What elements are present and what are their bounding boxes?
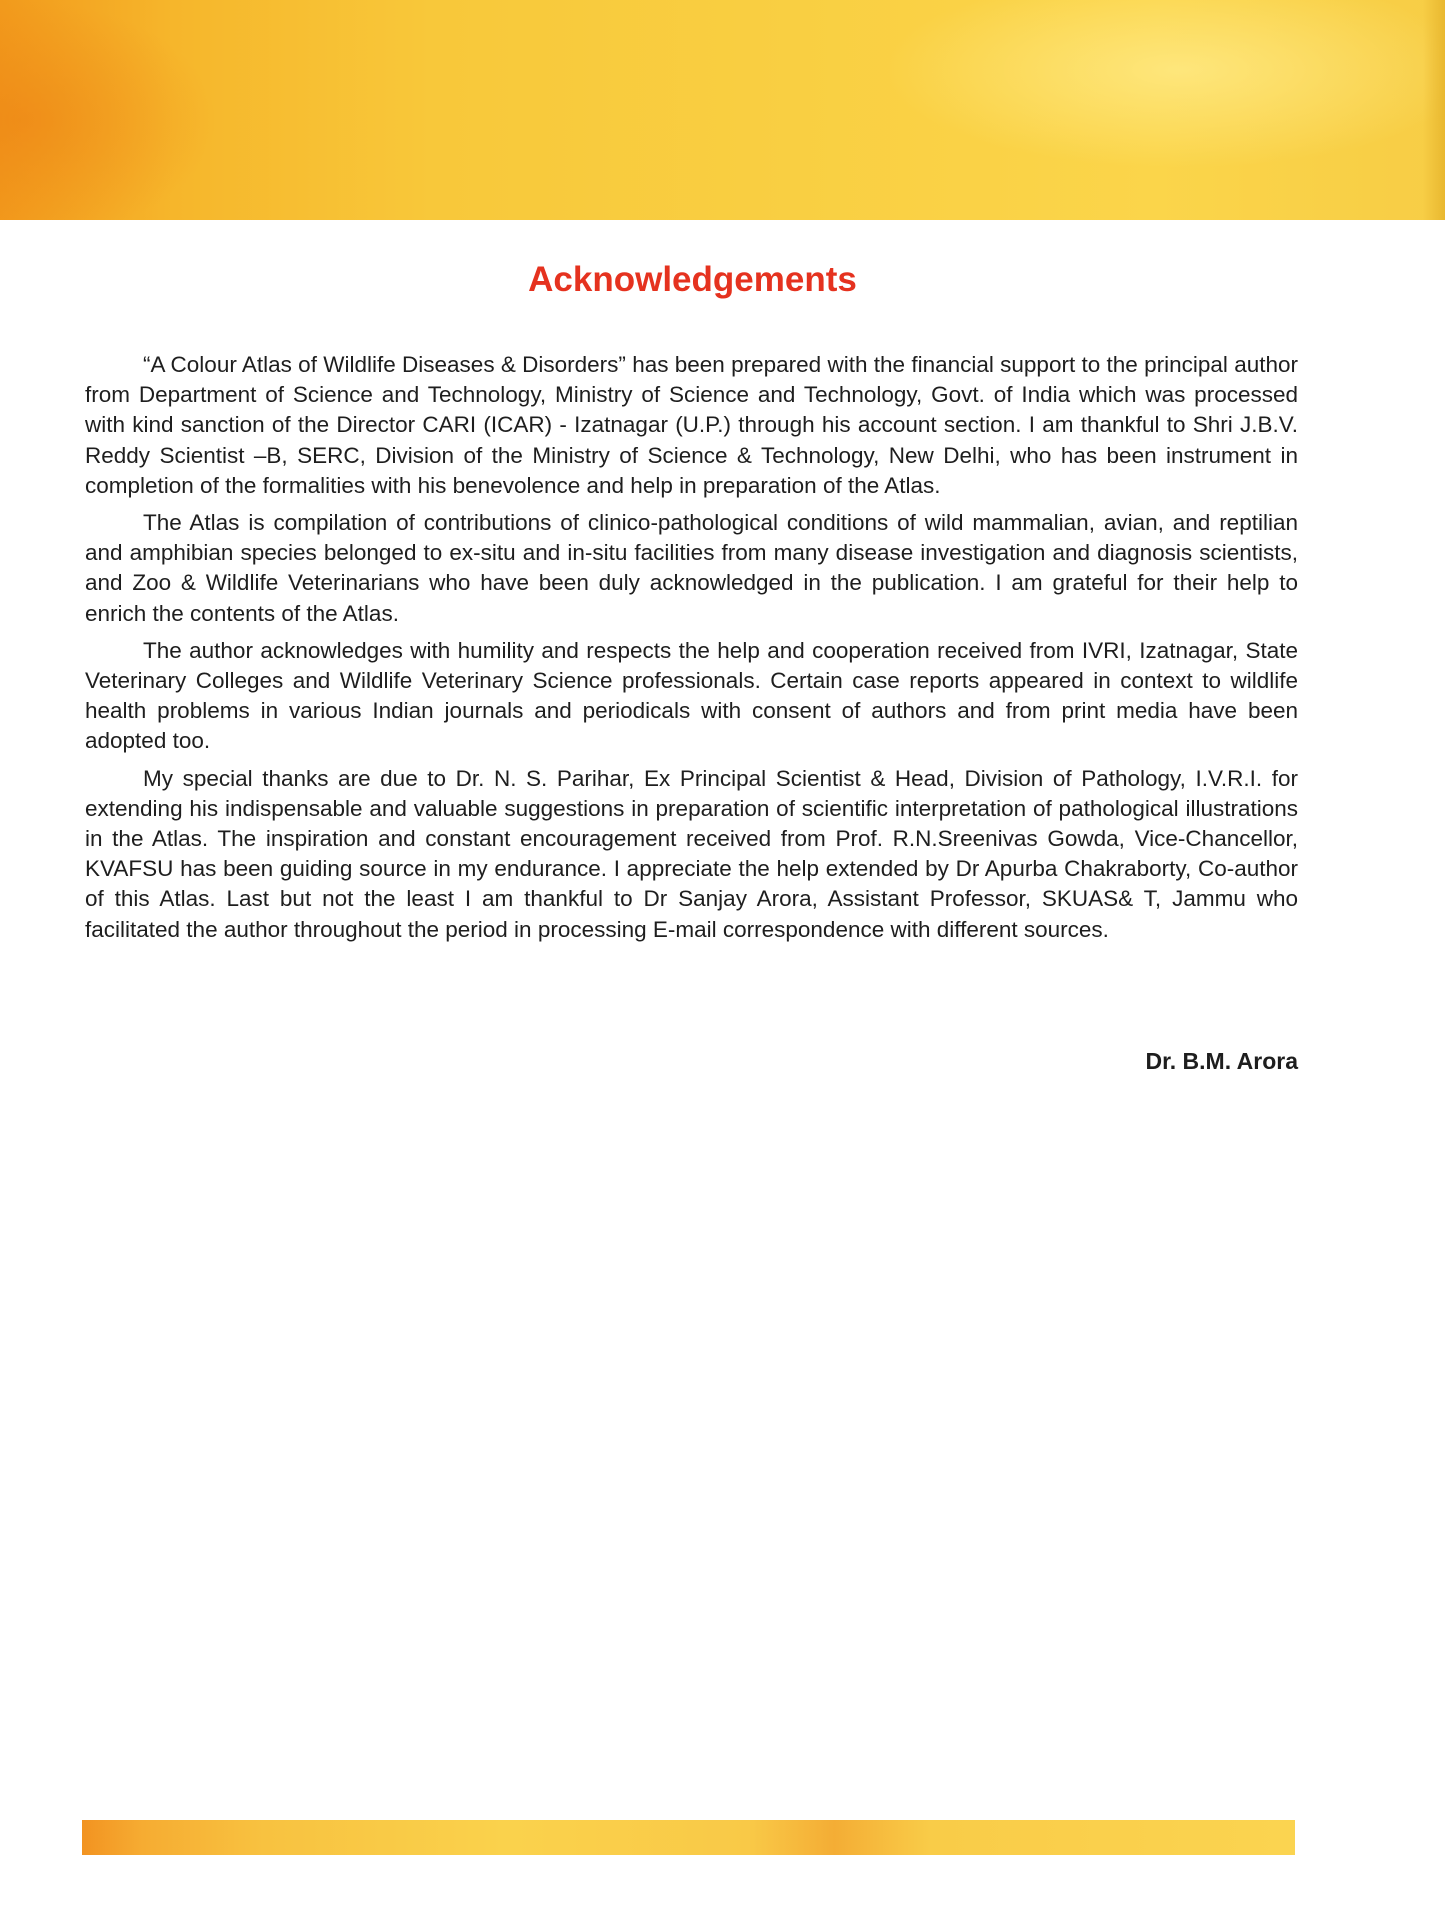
author-signature: Dr. B.M. Arora: [1145, 1048, 1298, 1074]
page-title: Acknowledgements: [528, 260, 857, 299]
paragraph-institutions: The author acknowledges with humility and respects the help and cooperation received from IVRI, Izatnagar, State Veterinary Colleges and Wildlife Veterinary Science professionals. Certain case reports appeared in context to wildlife health problems in various Indian journals and periodicals with consent of authors and from print media have been adopted too.: [85, 637, 1298, 754]
paragraph-special-thanks: My special thanks are due to Dr. N. S. Parihar, Ex Principal Scientist & Head, Division of Pathology, I.V.R.I. for extending his indispensable and valuable suggestions in preparation of scientific interpretation of pathological illustrations in the Atlas. The inspiration and constant encouragement received from Prof. R.N.Sreenivas Gowda, Vice-Chancellor, KVAFSU has been guiding source in my endurance. I appreciate the help extended by Dr Apurba Chakraborty, Co-author of this Atlas. Last but not the least I am thankful to Dr Sanjay Arora, Assistant Professor, SKUAS& T, Jammu who facilitated the author throughout the period in processing E-mail correspondence with different sources.: [85, 765, 1298, 942]
acknowledgement-body: [85, 350, 1298, 952]
bottom-decorative-band: [82, 1820, 1295, 1855]
paragraph-contributions: The Atlas is compilation of contributions of clinico-pathological conditions of wild mammalian, avian, and reptilian and amphibian species belonged to ex-situ and in-situ facilities from many disease investigation and diagnosis scientists, and Zoo & Wildlife Veterinarians who have been duly acknowledged in the publication. I am grateful for their help to enrich the contents of the Atlas.: [85, 510, 1298, 626]
top-band-edge-shade: [1423, 0, 1445, 220]
paragraph-funding: “A Colour Atlas of Wildlife Diseases & Disorders” has been prepared with the financial support to the principal author from Department of Science and Technology, Ministry of Science and Technology, Govt. of India which was processed with kind sanction of the Director CARI (ICAR) - Izatnagar (U.P.) through his account section. I am thankful to Shri J.B.V. Reddy Scientist –B, SERC, Division of the Ministry of Science & Technology, New Delhi, who has been instrument in completion of the formalities with his benevolence and help in preparation of the Atlas.: [85, 352, 1298, 498]
top-decorative-band: [0, 0, 1445, 220]
